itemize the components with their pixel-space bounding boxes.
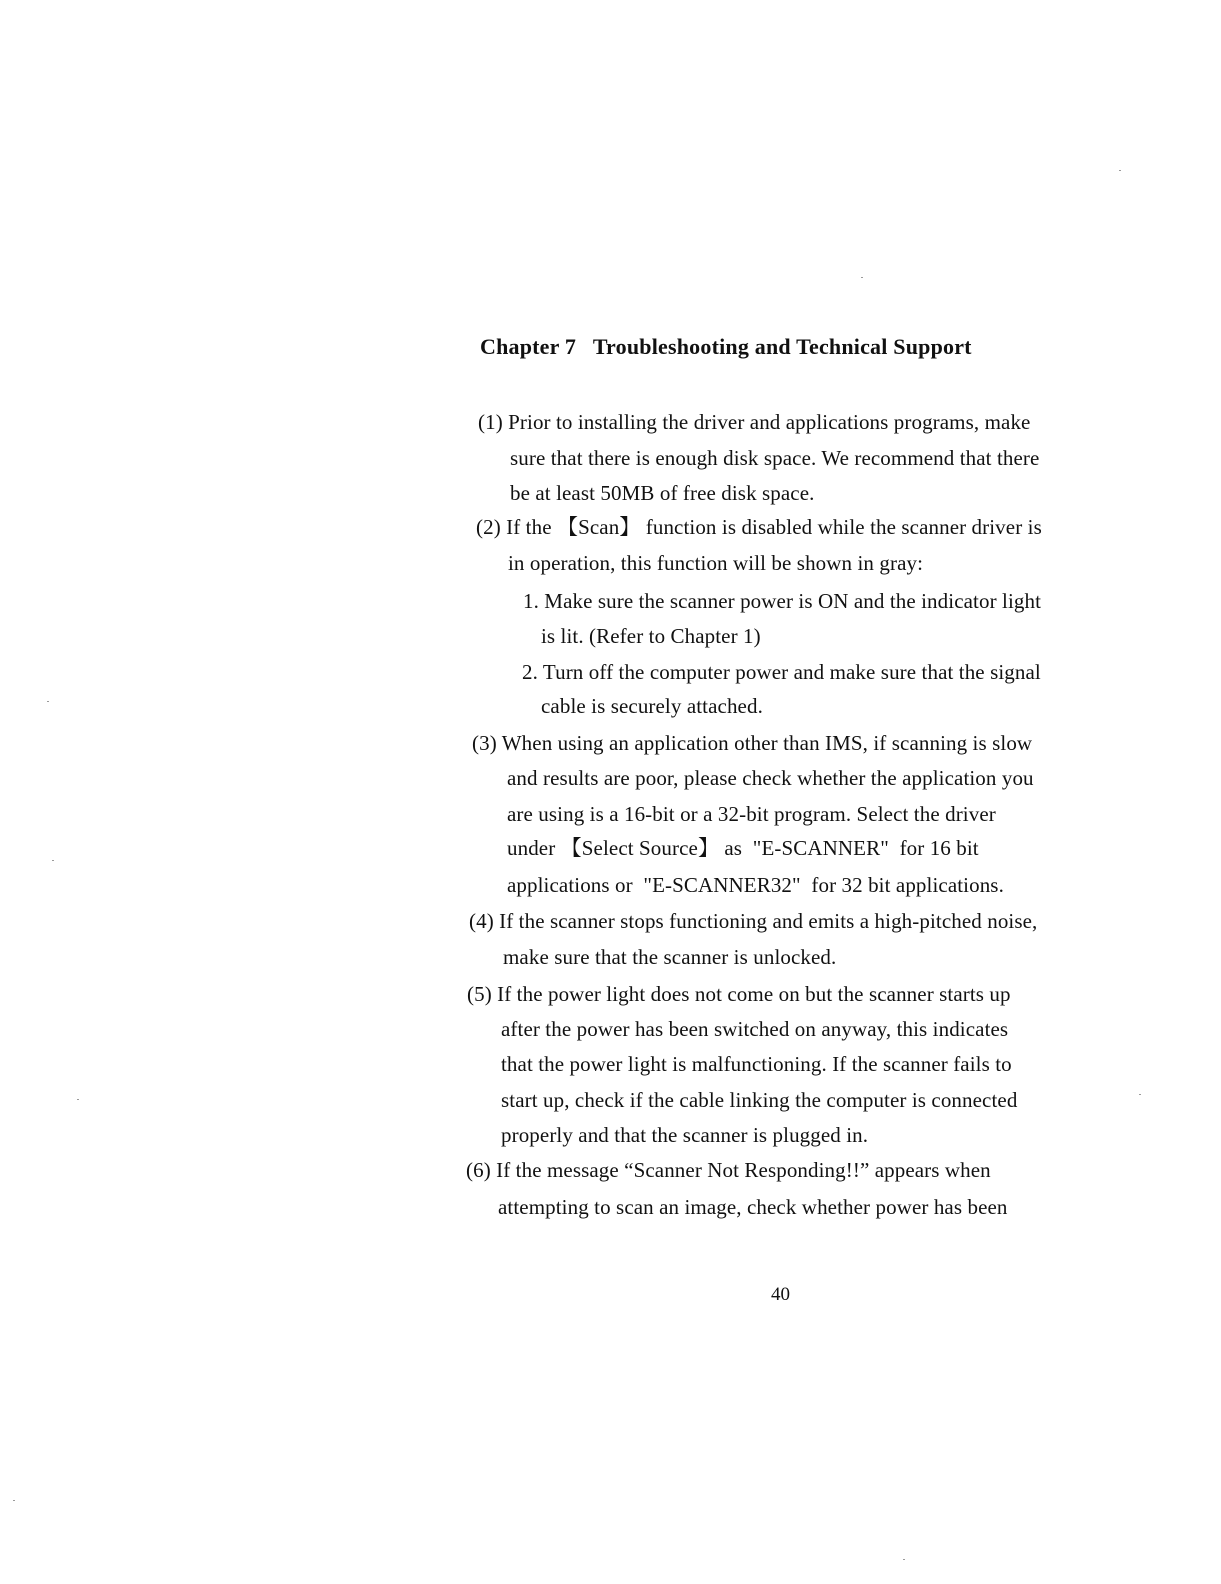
item-1-line-3: be at least 50MB of free disk space.	[510, 481, 815, 505]
item-3-line-2: and results are poor, please check whether the application you	[507, 766, 1034, 790]
page-number: 40	[771, 1284, 790, 1305]
item-5-line-2: after the power has been switched on anyway, this indicates	[501, 1017, 1009, 1041]
scan-speck	[13, 1500, 15, 1501]
item-4-line-2: make sure that the scanner is unlocked.	[503, 945, 837, 969]
item-2-subitem-1-line-1: 1. Make sure the scanner power is ON and the indicator light	[523, 589, 1042, 613]
item-3-line-1: (3) When using an application other than IMS, if scanning is slow	[472, 731, 1033, 755]
item-5-line-5: properly and that the scanner is plugged in.	[501, 1123, 869, 1147]
item-2-subitem-2-line-1: 2. Turn off the computer power and make sure that the signal	[522, 660, 1041, 684]
scan-speck	[861, 277, 863, 278]
scan-speck	[52, 860, 54, 861]
scan-speck	[1119, 170, 1121, 171]
item-2-subitem-1-line-2: is lit. (Refer to Chapter 1)	[541, 624, 761, 648]
chapter-title: Chapter 7 Troubleshooting and Technical Support	[480, 334, 972, 359]
item-1-line-2: sure that there is enough disk space. We recommend that there	[510, 446, 1040, 470]
item-3-line-5: applications or "E-SCANNER32" for 32 bit applications.	[507, 873, 1004, 897]
item-1-line-1: (1) Prior to installing the driver and applications programs, make	[478, 410, 1031, 434]
item-6-line-2: attempting to scan an image, check whether power has been	[498, 1195, 1008, 1219]
item-3-line-4: under 【Select Source】 as "E-SCANNER" for 16 bit	[507, 836, 979, 860]
scan-speck	[77, 1099, 79, 1100]
item-6-line-1: (6) If the message “Scanner Not Responding!!” appears when	[466, 1158, 991, 1182]
item-3-line-3: are using is a 16-bit or a 32-bit program. Select the driver	[507, 802, 996, 826]
item-5-line-4: start up, check if the cable linking the computer is connected	[501, 1088, 1018, 1112]
item-5-line-1: (5) If the power light does not come on but the scanner starts up	[467, 982, 1011, 1006]
item-2-line-2: in operation, this function will be shown in gray:	[508, 551, 924, 575]
scan-speck	[1139, 1094, 1141, 1095]
item-2-subitem-2-line-2: cable is securely attached.	[541, 694, 763, 718]
item-5-line-3: that the power light is malfunctioning. If the scanner fails to	[501, 1052, 1012, 1076]
scan-speck	[903, 1559, 905, 1560]
item-2-line-1: (2) If the 【Scan】 function is disabled while the scanner driver is	[476, 515, 1042, 539]
item-4-line-1: (4) If the scanner stops functioning and emits a high-pitched noise,	[469, 909, 1038, 933]
scan-speck	[47, 701, 49, 702]
